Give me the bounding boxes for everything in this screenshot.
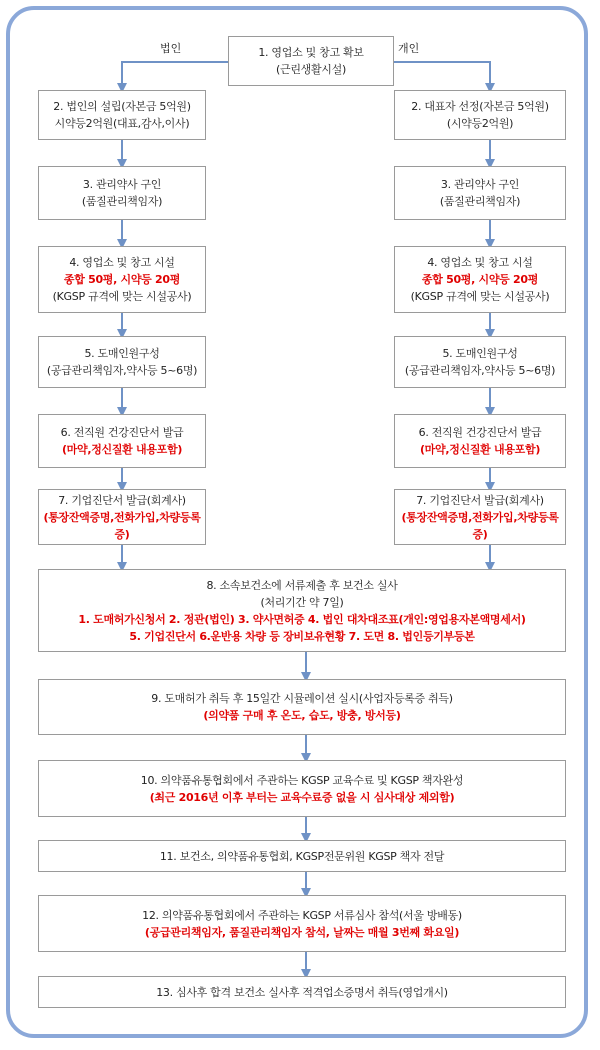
left-step-6-red: (마약,정신질환 내용포함) — [61, 443, 183, 456]
right-step-4-line1: 4. 영업소 및 창고 시설 — [427, 256, 533, 269]
arrow-top-right — [394, 62, 490, 88]
label-corporation: 법인 — [160, 42, 182, 55]
right-step-2-line1: 2. 대표자 선정(자본금 5억원) — [411, 100, 549, 113]
step-13-box — [38, 976, 566, 1008]
step-1-line1: 1. 영업소 및 창고 확보 — [258, 46, 364, 59]
left-step-2 — [38, 90, 206, 140]
right-step-3-line2: (품질관리책임자) — [439, 195, 521, 208]
step-12-box — [38, 895, 566, 952]
step-8-docs-1: 1. 도매허가신청서 2. 정관(법인) 3. 약사면허증 4. 법인 대차대조표(개인:영업용자본액명세서) — [78, 612, 526, 626]
right-step-3 — [394, 166, 566, 220]
left-step-3-line1: 3. 관리약사 구인 — [82, 178, 162, 191]
step-1-line2: (근린생활시설) — [276, 63, 346, 76]
left-step-5-line2: (공급관리책임자,약사등 5~6명) — [46, 364, 198, 377]
step-11-box — [38, 840, 566, 872]
left-step-3-line2: (품질관리책임자) — [81, 195, 163, 208]
step-8-docs-2: 5. 기업진단서 6.운반용 차량 등 장비보유현황 7. 도면 8. 법인등기부등본 — [129, 629, 475, 643]
step-9-box — [38, 679, 566, 735]
right-step-3-line1: 3. 관리약사 구인 — [440, 178, 520, 191]
step-12-line1: 12. 의약품유통협회에서 주관하는 KGSP 서류심사 참석(서울 방배동) — [142, 908, 462, 922]
left-step-2-line2: 시약등2억원(대표,감사,이사) — [54, 117, 190, 130]
right-step-7 — [394, 489, 566, 545]
right-step-2 — [394, 90, 566, 140]
step-12-red: (공급관리책임자, 품질관리책임자 참석, 날짜는 매월 3번째 화요일) — [144, 925, 460, 939]
right-step-2-line2: (시약등2억원) — [446, 117, 514, 130]
left-step-5 — [38, 336, 206, 388]
step-11-line1: 11. 보건소, 의약품유통협회, KGSP전문위원 KGSP 책자 전달 — [159, 849, 445, 863]
right-step-4-line2: (KGSP 규격에 맞는 시설공사) — [410, 290, 550, 303]
left-step-2-line1: 2. 법인의 설립(자본금 5억원) — [53, 100, 191, 113]
right-step-6-red: (마약,정신질환 내용포함) — [419, 443, 541, 456]
left-step-6-line1: 6. 전직원 건강진단서 발급 — [60, 426, 184, 439]
step-9-red: (의약품 구매 후 온도, 습도, 방충, 방서등) — [203, 709, 401, 722]
left-step-4 — [38, 246, 206, 313]
step-9-line1: 9. 도매허가 취득 후 15일간 시뮬레이션 실시(사업자등록증 취득) — [151, 692, 453, 705]
step-13-line1: 13. 심사후 합격 보건소 실사후 적격업소증명서 취득(영업개시) — [156, 985, 448, 999]
arrow-top-left — [122, 62, 228, 88]
left-step-7 — [38, 489, 206, 545]
left-step-7-red: (통장잔액증명,전화가입,차량등록증) — [43, 510, 201, 541]
step-1-box — [228, 36, 394, 86]
left-step-5-line1: 5. 도매인원구성 — [84, 347, 160, 360]
right-step-5 — [394, 336, 566, 388]
right-step-6 — [394, 414, 566, 468]
step-8-box — [38, 569, 566, 652]
right-step-5-line2: (공급관리책임자,약사등 5~6명) — [404, 364, 556, 377]
step-10-box — [38, 760, 566, 817]
left-step-4-line2: (KGSP 규격에 맞는 시설공사) — [52, 290, 192, 303]
step-10-line1: 10. 의약품유통협회에서 주관하는 KGSP 교육수료 및 KGSP 책자완성 — [140, 773, 464, 787]
step-10-red: (최근 2016년 이후 부터는 교육수료증 없을 시 심사대상 제외함) — [149, 790, 455, 804]
right-step-5-line1: 5. 도매인원구성 — [442, 347, 518, 360]
left-step-3 — [38, 166, 206, 220]
right-step-7-line1: 7. 기업진단서 발급(회계사) — [416, 493, 544, 507]
left-step-4-line1: 4. 영업소 및 창고 시설 — [69, 256, 175, 269]
step-8-line1: 8. 소속보건소에 서류제출 후 보건소 실사 — [206, 578, 398, 592]
label-individual: 개인 — [398, 42, 420, 55]
right-step-4 — [394, 246, 566, 313]
left-step-4-red: 종합 50평, 시약등 20평 — [63, 273, 181, 286]
right-step-7-red: (통장잔액증명,전화가입,차량등록증) — [401, 510, 559, 541]
left-step-6 — [38, 414, 206, 468]
right-step-6-line1: 6. 전직원 건강진단서 발급 — [418, 426, 542, 439]
step-8-line2: (처리기간 약 7일) — [260, 595, 344, 609]
left-step-7-line1: 7. 기업진단서 발급(회계사) — [58, 493, 186, 507]
right-step-4-red: 종합 50평, 시약등 20평 — [421, 273, 539, 286]
